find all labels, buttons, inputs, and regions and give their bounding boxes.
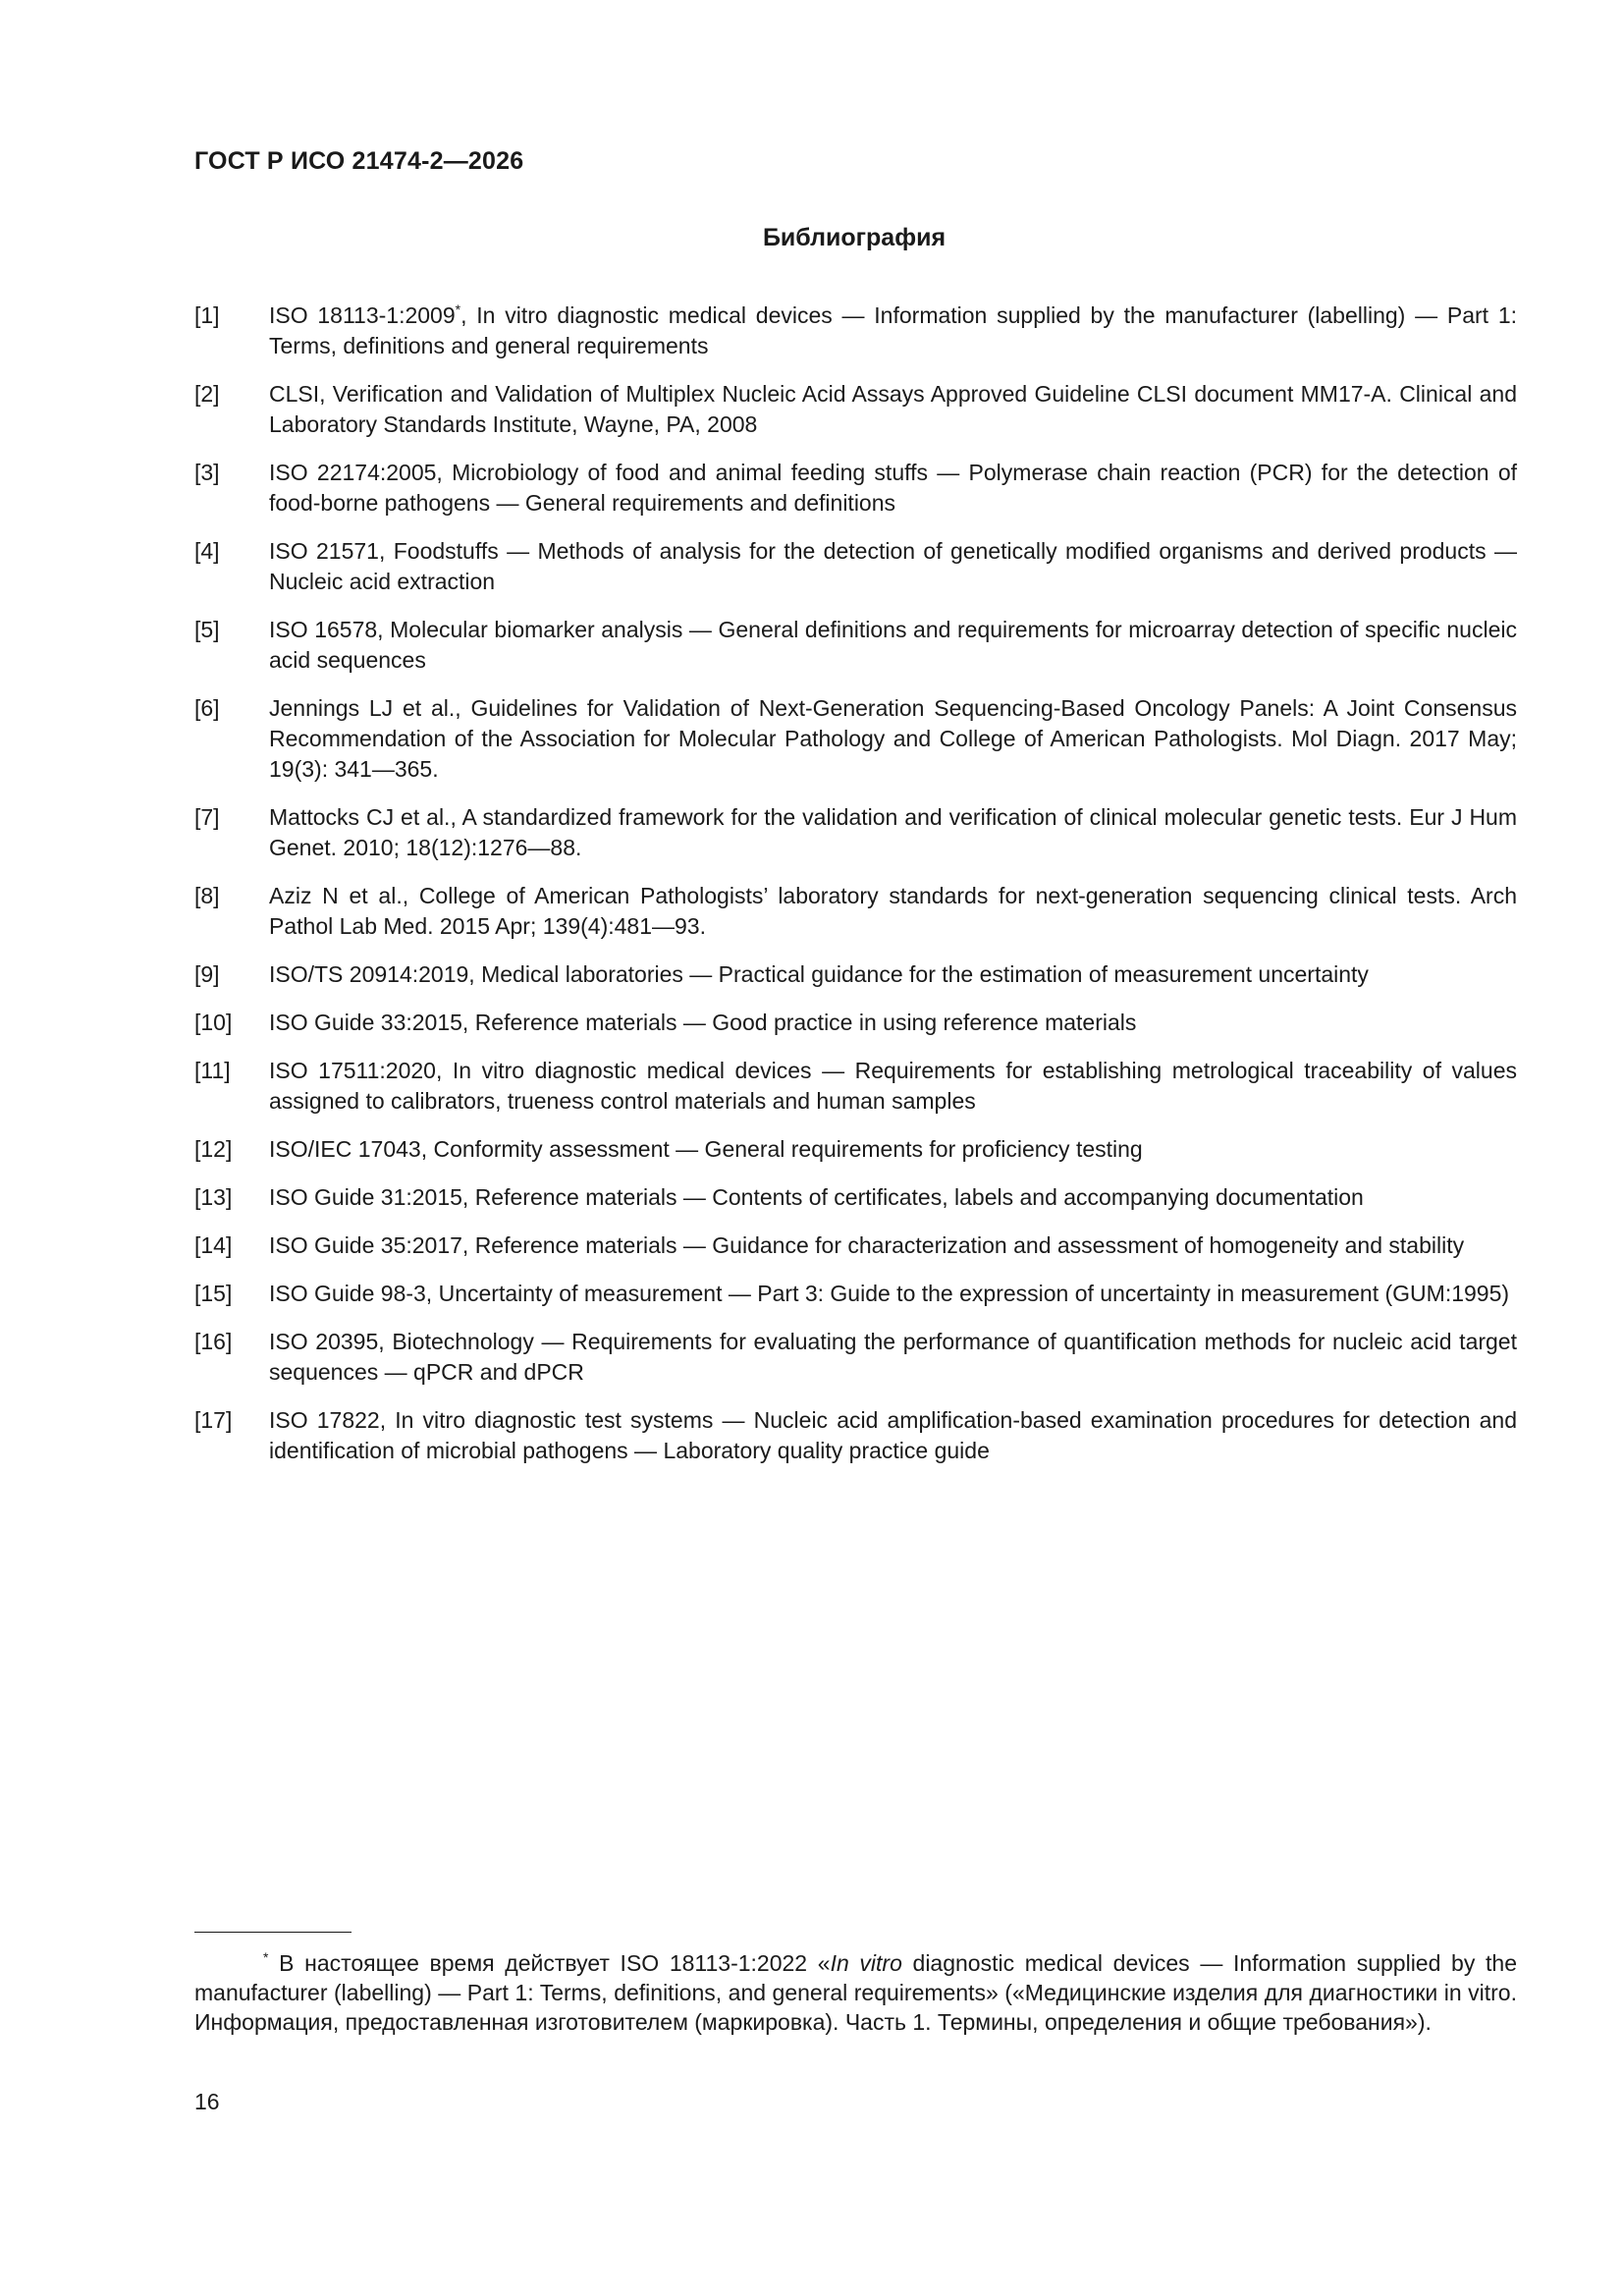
entry-text	[269, 301, 1517, 361]
bibliography-entry	[194, 1230, 1517, 1261]
page-header-standard-number: ГОСТ Р ИСО 21474-2—2026	[194, 147, 524, 175]
bibliography-entry	[194, 301, 1517, 361]
bibliography-entry	[194, 615, 1517, 676]
entry-text: Mattocks CJ et al., A standardized framework for the validation and verification of clinical molecular genetic tests. Eur J Hum Genet. 2010; 18(12):1276—88.	[269, 804, 1517, 860]
entry-text: ISO Guide 98-3, Uncertainty of measurement — Part 3: Guide to the expression of uncertainty in measurement (GUM:1995)	[269, 1281, 1510, 1306]
footnote-text-italic: In vitro	[830, 1950, 902, 1976]
bibliography-entry	[194, 881, 1517, 942]
entry-number: [16]	[194, 1329, 233, 1354]
bibliography-list	[194, 301, 1517, 1484]
entry-number: [4]	[194, 538, 220, 564]
bibliography-entry	[194, 1182, 1517, 1213]
bibliography-entry	[194, 536, 1517, 597]
footnote-text-after: diagnostic medical devices — Information supplied by the manufacturer (labelling) — Part 1: Terms, definitions, and general requirements» («Медицинские изделия для диагностики in vitro. Информация, предоставленная изготовителем (маркировка). Часть 1. Термины, определения и общие требования»).	[194, 1950, 1517, 2035]
bibliography-entry	[194, 379, 1517, 440]
section-title: Библиография	[762, 224, 947, 251]
entry-text: ISO 17511:2020, In vitro diagnostic medical devices — Requirements for establishing metrological traceability of values assigned to calibrators, trueness control materials and human samples	[269, 1058, 1517, 1114]
bibliography-entry	[194, 802, 1517, 863]
entry-number: [9]	[194, 961, 220, 987]
entry-number: [8]	[194, 883, 220, 908]
entry-number: [5]	[194, 617, 220, 642]
entry-text: ISO 17822, In vitro diagnostic test systems — Nucleic acid amplification-based examination procedures for detection and identification of microbial pathogens — Laboratory quality practice guide	[269, 1407, 1517, 1463]
entry-text: Jennings LJ et al., Guidelines for Validation of Next-Generation Sequencing-Based Oncology Panels: A Joint Consensus Recommendation of the Association for Molecular Pathology and College of American Pathologists. Mol Diagn. 2017 May; 19(3): 341—365.	[269, 695, 1517, 782]
footnote-separator	[194, 1932, 352, 1933]
entry-text: ISO Guide 33:2015, Reference materials — Good practice in using reference materials	[269, 1010, 1137, 1035]
entry-number: [17]	[194, 1407, 233, 1433]
entry-number: [12]	[194, 1136, 233, 1162]
bibliography-entry	[194, 693, 1517, 785]
entry-text-rest: , In vitro diagnostic medical devices — Information supplied by the manufacturer (labelling) — Part 1: Terms, definitions and general requirements	[269, 302, 1517, 358]
entry-text-prefix: ISO 18113-1:2009	[269, 302, 456, 328]
bibliography-entry	[194, 1327, 1517, 1388]
entry-number: [11]	[194, 1058, 231, 1083]
entry-number: [6]	[194, 695, 220, 721]
entry-text: ISO/TS 20914:2019, Medical laboratories — Practical guidance for the estimation of measurement uncertainty	[269, 961, 1369, 987]
footnote-text-before: В настоящее время действует ISO 18113-1:2022 «	[268, 1950, 831, 1976]
footnote	[194, 1948, 1517, 2037]
bibliography-entry	[194, 458, 1517, 519]
entry-text: ISO/IEC 17043, Conformity assessment — General requirements for proficiency testing	[269, 1136, 1143, 1162]
bibliography-entry	[194, 1056, 1517, 1117]
entry-number: [15]	[194, 1281, 233, 1306]
footnote-marker: *	[263, 1949, 269, 1965]
entry-text: ISO 16578, Molecular biomarker analysis — General definitions and requirements for microarray detection of specific nucleic acid sequences	[269, 617, 1517, 673]
entry-text: Aziz N et al., College of American Pathologists’ laboratory standards for next-generation sequencing clinical tests. Arch Pathol Lab Med. 2015 Apr; 139(4):481—93.	[269, 883, 1517, 939]
entry-number: [14]	[194, 1232, 233, 1258]
entry-number: [10]	[194, 1010, 233, 1035]
bibliography-entry	[194, 959, 1517, 990]
entry-text: CLSI, Verification and Validation of Multiplex Nucleic Acid Assays Approved Guideline CLSI document MM17-A. Clinical and Laboratory Standards Institute, Wayne, PA, 2008	[269, 381, 1517, 437]
entry-number: [7]	[194, 804, 220, 830]
bibliography-entry	[194, 1134, 1517, 1165]
entry-text: ISO Guide 31:2015, Reference materials — Contents of certificates, labels and accompanying documentation	[269, 1184, 1364, 1210]
bibliography-entry	[194, 1279, 1517, 1309]
bibliography-entry	[194, 1405, 1517, 1466]
entry-text: ISO 21571, Foodstuffs — Methods of analysis for the detection of genetically modified organisms and derived products — Nucleic acid extraction	[269, 538, 1517, 594]
entry-number: [13]	[194, 1184, 233, 1210]
page-number: 16	[194, 2089, 220, 2114]
entry-text: ISO Guide 35:2017, Reference materials — Guidance for characterization and assessment of homogeneity and stability	[269, 1232, 1465, 1258]
bibliography-entry	[194, 1008, 1517, 1038]
entry-text: ISO 22174:2005, Microbiology of food and animal feeding stuffs — Polymerase chain reaction (PCR) for the detection of food-borne pathogens — General requirements and definitions	[269, 460, 1517, 516]
entry-text: ISO 20395, Biotechnology — Requirements for evaluating the performance of quantification methods for nucleic acid target sequences — qPCR and dPCR	[269, 1329, 1517, 1385]
entry-number: [2]	[194, 381, 220, 407]
entry-number: [1]	[194, 302, 220, 328]
entry-number: [3]	[194, 460, 220, 485]
footnote-marker: *	[455, 301, 461, 317]
